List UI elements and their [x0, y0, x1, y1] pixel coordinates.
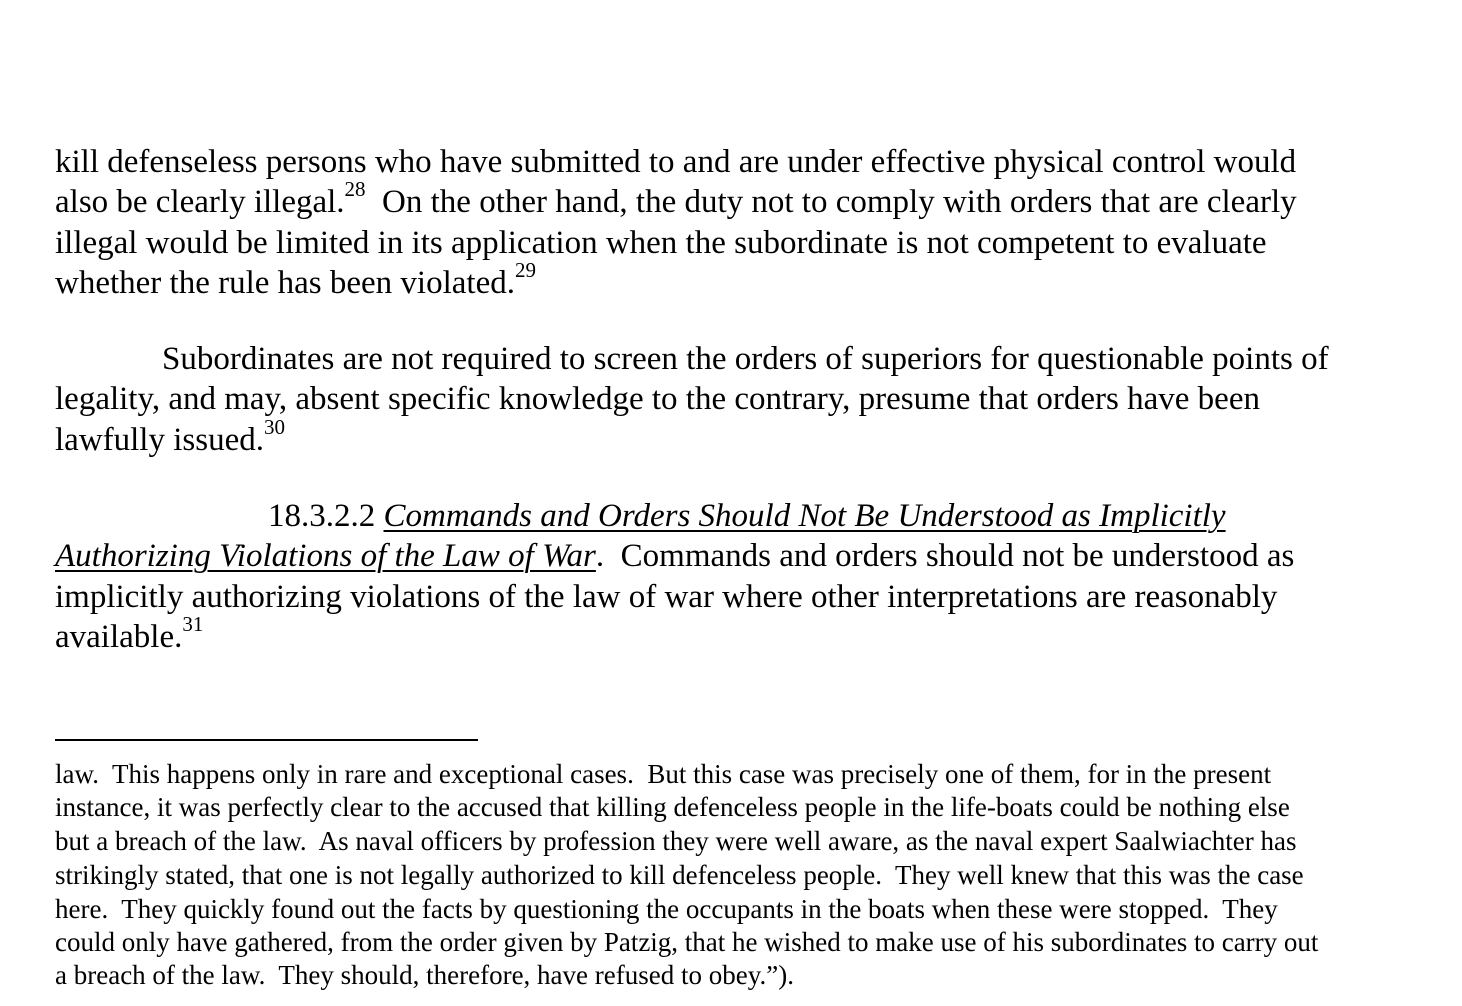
footnote-ref-31[interactable]: 31 [182, 612, 204, 636]
section-line-2-rest: Commands and orders should not be understood as [604, 538, 1295, 574]
paragraph-2-line-1: Subordinates are not required to screen the orders of superiors for questionable points of [162, 341, 1329, 377]
footnote-line-2: instance, it was perfectly clear to the accused that killing defenceless people in the life-boats could be nothing else [55, 792, 1290, 822]
section-line-3: implicitly authorizing violations of the law of war where other interpretations are reasonably [55, 579, 1278, 615]
paragraph-2-line-3-text: lawfully issued. [55, 422, 264, 458]
paragraph-1-line-2-rest: On the other hand, the duty not to comply with orders that are clearly [365, 184, 1297, 220]
section-title-part-1: Commands and Orders Should Not Be Understood as Implicitly [383, 498, 1226, 534]
section-line-4 [55, 612, 204, 657]
footnote-line-4: strikingly stated, that one is not legally authorized to kill defenceless people. They well knew that this was the case [55, 860, 1304, 890]
section-title-end: . [595, 538, 605, 574]
footnote-line-1: law. This happens only in rare and exceptional cases. But this case was precisely one of them, for in the present [55, 759, 1272, 789]
section-title-part-2: Authorizing Violations of the Law of War [55, 538, 596, 574]
paragraph-1-line-4 [55, 258, 536, 303]
section-line-2 [55, 536, 1294, 576]
section-heading-line-1 [268, 496, 1226, 536]
footnote-ref-29[interactable]: 29 [515, 258, 536, 282]
paragraph-1-line-1: kill defenseless persons who have submitted to and are under effective physical control would [55, 144, 1297, 180]
footnote-ref-28[interactable]: 28 [344, 177, 366, 201]
paragraph-1-line-3: illegal would be limited in its application when the subordinate is not competent to evaluate [55, 225, 1267, 261]
section-line-4-text: available. [55, 619, 183, 655]
section-number: 18.3.2.2 [268, 498, 376, 534]
footnote-line-3: but a breach of the law. As naval officers by profession they were well aware, as the naval expert Saalwiachter has [55, 826, 1297, 856]
paragraph-2-line-3 [55, 415, 285, 460]
footnote-line-5: here. They quickly found out the facts by questioning the occupants in the boats when these were stopped. They [55, 894, 1278, 924]
paragraph-1-line-4-text: whether the rule has been violated. [55, 265, 515, 301]
paragraph-1-line-2 [55, 177, 1297, 222]
footnote-ref-30[interactable]: 30 [263, 415, 285, 439]
footnote-separator [55, 739, 478, 741]
paragraph-1-line-2-text: also be clearly illegal. [55, 184, 345, 220]
paragraph-2-line-2: legality, and may, absent specific knowledge to the contrary, presume that orders have been [55, 381, 1260, 417]
footnote-line-7: a breach of the law. They should, therefore, have refused to obey.”). [55, 960, 794, 990]
footnote-line-6: could only have gathered, from the order given by Patzig, that he wished to make use of his subordinates to carry out [55, 927, 1319, 957]
